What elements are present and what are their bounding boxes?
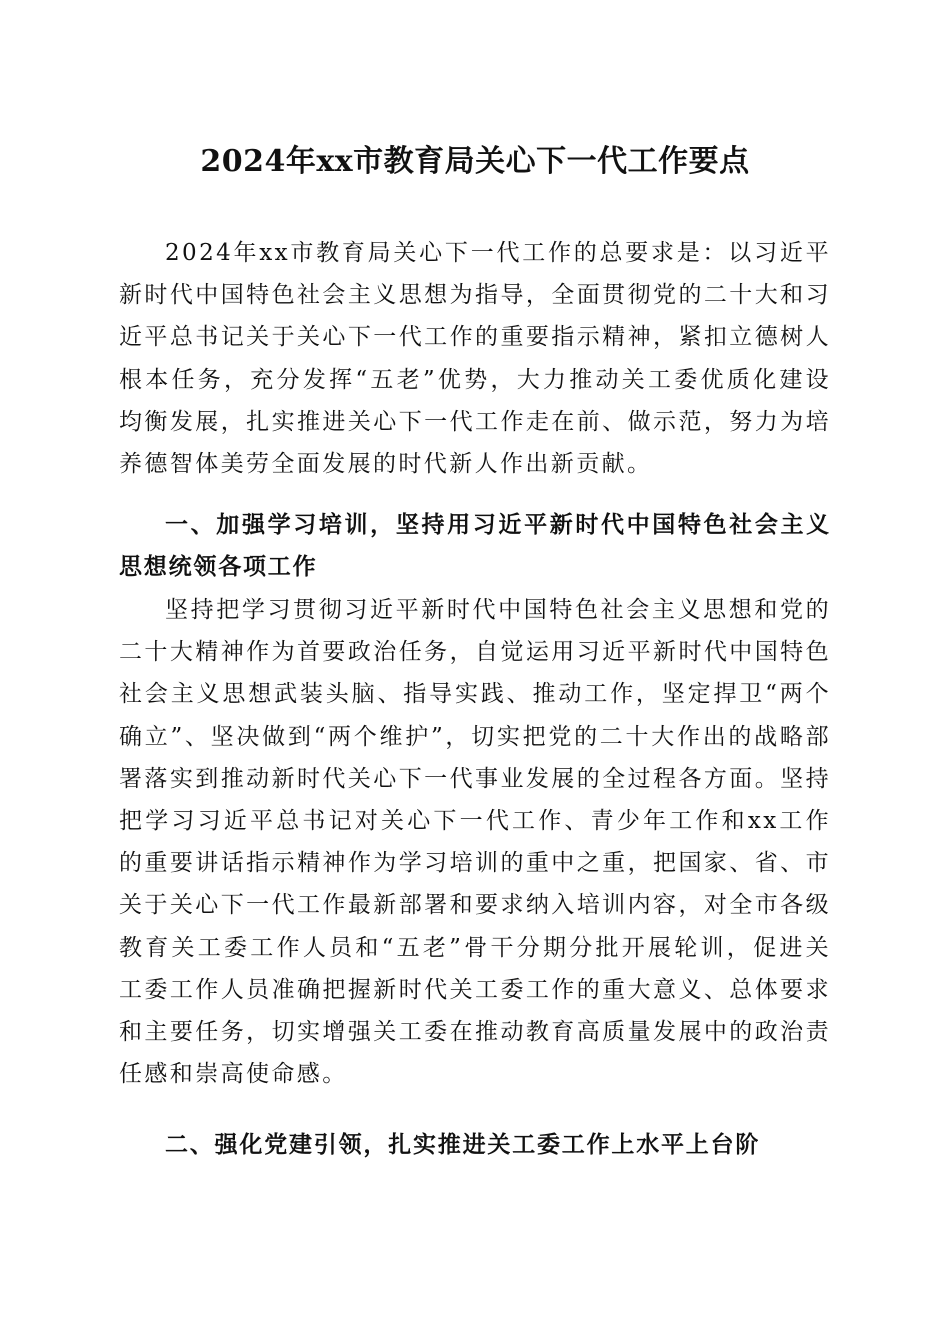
section-1-paragraph: 坚持把学习贯彻习近平新时代中国特色社会主义思想和党的二十大精神作为首要政治任务，自觉运用习近平新时代中国特色社会主义思想武装头脑、指导实践、推动工作，坚定捍卫“两个确立”、坚决做到“两个维护”，切实把党的二十大作出的战略部署落实到推动新时代关心下一代事业发展的全过程各方面。坚持把学习习近平总书记对关心下一代工作、青少年工作和xx工作的重要讲话指示精神作为学习培训的重中之重，把国家、省、市关于关心下一代工作最新部署和要求纳入培训内容，对全市各级教育关工委工作人员和“五老”骨干分期分批开展轮训，促进关工委工作人员准确把握新时代关工委工作的重大意义、总体要求和主要任务，切实增强关工委在推动教育高质量发展中的政治责任感和崇高使命感。 xyxy=(119,597,831,1088)
section-1-heading: 一、加强学习培训，坚持用习近平新时代中国特色社会主义思想统领各项工作 xyxy=(119,512,831,581)
intro-paragraph: 2024年xx市教育局关心下一代工作的总要求是：以习近平新时代中国特色社会主义思想为指导，全面贯彻党的二十大和习近平总书记关于关心下一代工作的重要指示精神，紧扣立德树人根本任务，充分发挥“五老”优势，大力推动关工委优质化建设均衡发展，扎实推进关心下一代工作走在前、做示范，努力为培养德智体美劳全面发展的时代新人作出新贡献。 xyxy=(119,240,831,478)
section-2-heading: 二、强化党建引领，扎实推进关工委工作上水平上台阶 xyxy=(165,1132,761,1158)
document-title: 2024年xx市教育局关心下一代工作要点 xyxy=(200,144,750,179)
